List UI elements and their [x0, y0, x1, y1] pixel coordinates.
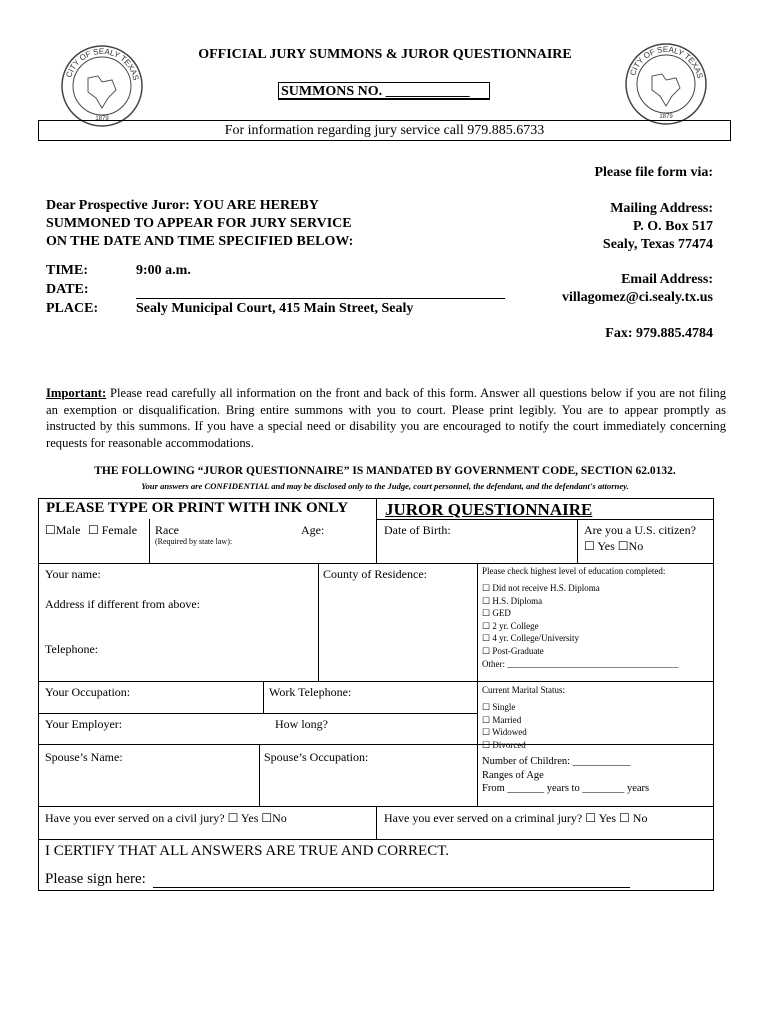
signature-line[interactable] [153, 887, 630, 888]
page-title: OFFICIAL JURY SUMMONS & JUROR QUESTIONNAIRE [198, 47, 572, 62]
summons-line1: Dear Prospective Juror: YOU ARE HEREBY [46, 198, 319, 213]
time-value: 9:00 a.m. [136, 263, 191, 278]
age-range-field[interactable]: From _______ years to ________ years [482, 783, 650, 794]
age-field-label: Age: [301, 523, 325, 537]
marital-option[interactable]: ☐ Widowed [482, 727, 527, 738]
race-field-label: Race [155, 523, 179, 537]
summons-number-field[interactable]: SUMMONS NO. ____________ [278, 82, 490, 100]
children-info [482, 755, 649, 796]
file-via-heading: Please file form via: [594, 165, 713, 180]
date-label: DATE: [46, 282, 89, 297]
email-address [562, 271, 713, 307]
info-bar: For information regarding jury service call 979.885.6733 [38, 120, 731, 141]
education-list [482, 582, 678, 670]
civil-jury-question[interactable]: Have you ever served on a civil jury? ☐ Yes ☐No [45, 811, 287, 825]
age-range-label: Ranges of Age [482, 769, 544, 781]
dob-field-label: Date of Birth: [384, 523, 451, 537]
date-field-line[interactable] [136, 298, 505, 299]
mailing-label: Mailing Address: [610, 201, 713, 216]
place-label: PLACE: [46, 301, 99, 316]
work-phone-field-label: Work Telephone: [269, 685, 352, 699]
marital-list [482, 701, 527, 751]
email-value[interactable]: villagomez@ci.sealy.tx.us [561, 290, 713, 305]
svg-text:CITY OF SEALY TEXAS: CITY OF SEALY TEXAS [64, 46, 141, 82]
important-label: Important: [46, 386, 107, 400]
race-note: (Required by state law): [155, 537, 233, 546]
summons-line3: ON THE DATE AND TIME SPECIFIED BELOW: [46, 234, 354, 249]
place-value: Sealy Municipal Court, 415 Main Street, Sealy [136, 301, 414, 316]
male-checkbox[interactable]: ☐Male [45, 523, 81, 537]
occupation-field-label: Your Occupation: [45, 685, 131, 699]
sign-here-label: Please sign here: [45, 871, 146, 887]
education-heading: Please check highest level of education completed: [482, 566, 666, 576]
mailing-line2: Sealy, Texas 77474 [602, 237, 713, 252]
mandate-notice: THE FOLLOWING “JUROR QUESTIONNAIRE” IS MANDATED BY GOVERNMENT CODE, SECTION 62.0132. [94, 465, 676, 477]
citizen-options[interactable]: ☐ Yes ☐No [584, 539, 644, 553]
marital-option[interactable]: ☐ Divorced [482, 739, 526, 750]
marital-heading: Current Marital Status: [482, 685, 565, 695]
how-long-field-label: How long? [275, 717, 328, 731]
children-count-field[interactable]: Number of Children: ___________ [482, 756, 631, 767]
education-option[interactable]: ☐ H.S. Diploma [482, 595, 543, 606]
important-notice [46, 385, 726, 451]
mailing-line1: P. O. Box 517 [633, 219, 713, 234]
svg-text:1879: 1879 [95, 116, 109, 122]
summons-notice [46, 197, 353, 251]
name-field-label: Your name: [45, 567, 101, 581]
marital-option[interactable]: ☐ Single [482, 702, 516, 712]
email-label: Email Address: [621, 272, 713, 287]
important-text: Please read carefully all information on the front and back of this form. Answer all questions below if you are not filing an exemption or disqualification. Bring entire summons with you to court. Please print legibly. You are to appear promptly as instructed by this summons. If you have a special need or disability you are encouraged to notify the court immediately concerning requests for reasonable accommodations. [46, 386, 726, 450]
citizen-question: Are you a U.S. citizen? [584, 523, 696, 537]
female-checkbox[interactable]: ☐ Female [88, 523, 138, 537]
time-label: TIME: [46, 263, 88, 278]
mailing-address [603, 200, 713, 254]
spouse-occupation-field-label: Spouse’s Occupation: [264, 750, 369, 764]
telephone-field-label: Telephone: [45, 642, 99, 656]
questionnaire-heading: JUROR QUESTIONNAIRE [385, 500, 593, 519]
criminal-jury-question[interactable]: Have you ever served on a criminal jury? ☐ Yes ☐ No [384, 811, 648, 825]
education-option[interactable]: ☐ 2 yr. College [482, 620, 539, 631]
education-other[interactable]: Other: ______________________________________ [482, 658, 679, 669]
summons-line2: SUMMONED TO APPEAR FOR JURY SERVICE [46, 216, 352, 231]
spouse-name-field-label: Spouse’s Name: [45, 750, 123, 764]
print-ink-instruction: PLEASE TYPE OR PRINT WITH INK ONLY [46, 500, 349, 516]
confidential-notice: Your answers are CONFIDENTIAL and may be disclosed only to the Judge, court personnel, the defendant, and the defendant's attorney. [141, 481, 629, 491]
questionnaire-form [38, 498, 714, 891]
svg-text:1879: 1879 [659, 114, 673, 120]
education-option[interactable]: ☐ Post-Graduate [482, 645, 544, 656]
fax-number: Fax: 979.885.4784 [605, 326, 713, 341]
marital-option[interactable]: ☐ Married [482, 714, 522, 725]
employer-field-label: Your Employer: [45, 717, 123, 731]
county-field-label: County of Residence: [323, 567, 427, 581]
address-field-label: Address if different from above: [45, 597, 201, 611]
svg-text:CITY OF SEALY TEXAS: CITY OF SEALY TEXAS [628, 44, 705, 80]
education-option[interactable]: ☐ 4 yr. College/University [482, 633, 580, 644]
education-option[interactable]: ☐ GED [482, 608, 511, 619]
education-option[interactable]: ☐ Did not receive H.S. Diploma [482, 583, 600, 593]
certify-statement: I CERTIFY THAT ALL ANSWERS ARE TRUE AND CORRECT. [45, 843, 449, 859]
